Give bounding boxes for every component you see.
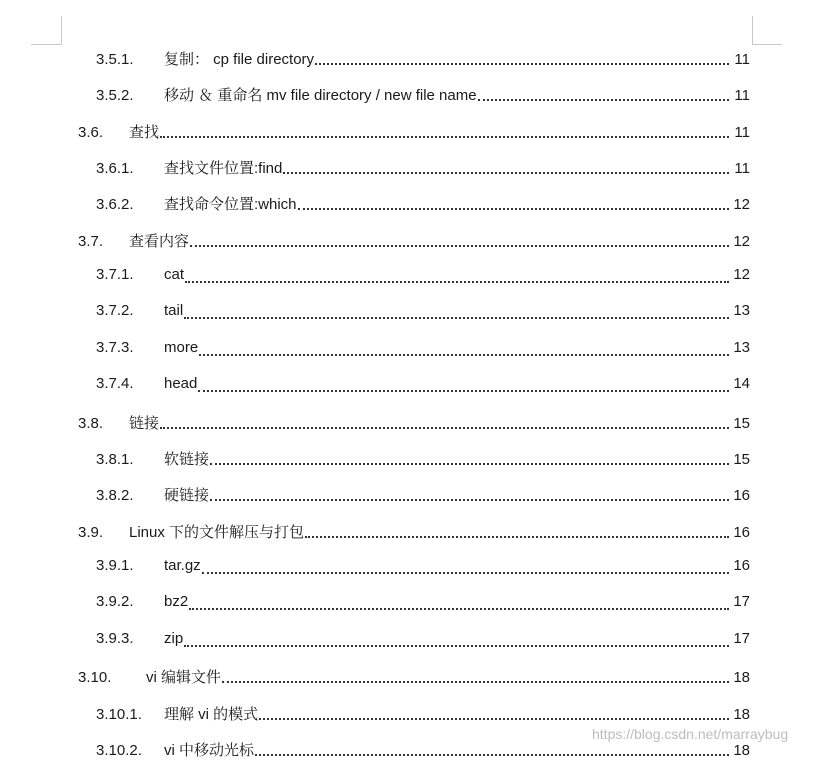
toc-number: 3.9.2. (96, 593, 134, 610)
toc-number: 3.6.2. (96, 196, 134, 213)
toc-number: 3.9.1. (96, 557, 134, 574)
toc-dot-leader (283, 172, 729, 174)
toc-number: 3.9. (78, 524, 104, 541)
toc-number: 3.8.1. (96, 451, 134, 468)
toc-page-number: 14 (733, 375, 750, 392)
toc-number: 3.10.2. (96, 742, 142, 759)
toc-title: bz2 (164, 593, 189, 610)
toc-title: Linux 下的文件解压与打包 (129, 524, 305, 541)
toc-entry[interactable] (96, 375, 750, 397)
toc-title: head (164, 375, 198, 392)
toc-title: cat (164, 266, 185, 283)
toc-title: 硬链接 (164, 487, 210, 504)
toc-entry[interactable] (78, 521, 750, 543)
toc-entry[interactable] (78, 121, 750, 143)
toc-entry[interactable] (96, 193, 750, 215)
toc-title: 查看内容 (129, 233, 190, 250)
toc-dot-leader (160, 427, 729, 429)
toc-number: 3.7.4. (96, 375, 134, 392)
toc-dot-leader (255, 754, 729, 756)
toc-entry[interactable] (96, 448, 750, 470)
toc-page-number: 12 (733, 233, 750, 250)
toc-page-number: 18 (733, 742, 750, 759)
toc-title: tar.gz (164, 557, 201, 574)
toc-dot-leader (478, 99, 729, 101)
toc-dot-leader (210, 499, 729, 501)
toc-entry[interactable] (96, 48, 750, 70)
toc-page-number: 16 (733, 487, 750, 504)
toc-page-number: 12 (733, 196, 750, 213)
toc-page-number: 11 (734, 87, 750, 104)
toc-title: vi 编辑文件 (146, 669, 222, 686)
toc-entry[interactable] (96, 266, 750, 288)
toc-title: 链接 (129, 415, 160, 432)
toc-dot-leader (160, 136, 729, 138)
toc-entry[interactable] (96, 484, 750, 506)
toc-dot-leader (210, 463, 729, 465)
toc-page-number: 15 (733, 451, 750, 468)
toc-dot-leader (315, 63, 729, 65)
toc-number: 3.7. (78, 233, 104, 250)
toc-title: 理解 vi 的模式 (164, 706, 259, 723)
toc-entry[interactable] (96, 302, 750, 324)
toc-title: vi 中移动光标 (164, 742, 255, 759)
toc-title: more (164, 339, 199, 356)
toc-entry[interactable] (96, 84, 750, 106)
toc-title: 查找 (129, 124, 160, 141)
toc-title: 复制： cp file directory (164, 51, 315, 68)
toc-dot-leader (199, 354, 729, 356)
toc-page-number: 11 (734, 160, 750, 177)
toc-dot-leader (189, 608, 729, 610)
toc-page-number: 11 (734, 124, 750, 141)
toc-dot-leader (184, 317, 729, 319)
toc-dot-leader (259, 718, 729, 720)
toc-entry[interactable] (96, 593, 750, 615)
toc-number: 3.7.2. (96, 302, 134, 319)
toc-page-number: 16 (733, 524, 750, 541)
toc-dot-leader (298, 208, 729, 210)
toc-title: 移动 ＆ 重命名 mv file directory / new file name (164, 87, 477, 104)
toc-entry[interactable] (96, 557, 750, 579)
toc-page-number: 13 (733, 339, 750, 356)
toc-page-number: 16 (733, 557, 750, 574)
toc-page-number: 18 (733, 706, 750, 723)
toc-number: 3.6.1. (96, 160, 134, 177)
toc-page-number: 12 (733, 266, 750, 283)
toc-number: 3.6. (78, 124, 104, 141)
toc-page-number: 15 (733, 415, 750, 432)
toc-number: 3.7.1. (96, 266, 134, 283)
toc-dot-leader (305, 536, 729, 538)
toc-dot-leader (190, 245, 729, 247)
toc-page-number: 18 (733, 669, 750, 686)
toc-title: 查找文件位置:find (164, 160, 283, 177)
toc-entry[interactable] (78, 666, 750, 688)
toc-title: tail (164, 302, 184, 319)
toc-number: 3.10. (78, 669, 112, 686)
page-corner-mark-top-right (752, 16, 782, 45)
toc-title: 软链接 (164, 451, 210, 468)
toc-title: 查找命令位置:which (164, 196, 297, 213)
toc-number: 3.10.1. (96, 706, 142, 723)
toc-page-number: 11 (734, 51, 750, 68)
toc-dot-leader (198, 390, 729, 392)
toc-dot-leader (184, 645, 729, 647)
toc-entry[interactable] (96, 630, 750, 652)
toc-number: 3.5.1. (96, 51, 134, 68)
toc-dot-leader (185, 281, 729, 283)
toc-dot-leader (202, 572, 729, 574)
toc-entry[interactable] (96, 739, 750, 761)
toc-page-number: 17 (733, 593, 750, 610)
toc-page-number: 17 (733, 630, 750, 647)
toc-entry[interactable] (78, 412, 750, 434)
toc-entry[interactable] (78, 230, 750, 252)
toc-number: 3.9.3. (96, 630, 134, 647)
toc-dot-leader (222, 681, 729, 683)
toc-title: zip (164, 630, 184, 647)
toc-number: 3.5.2. (96, 87, 134, 104)
toc-number: 3.7.3. (96, 339, 134, 356)
toc-number: 3.8. (78, 415, 104, 432)
toc-page-number: 13 (733, 302, 750, 319)
toc-entry[interactable] (96, 339, 750, 361)
toc-number: 3.8.2. (96, 487, 134, 504)
toc-entry[interactable] (96, 703, 750, 725)
toc-entry[interactable] (96, 157, 750, 179)
page-corner-mark-top-left (31, 16, 62, 45)
watermark-url: https://blog.csdn.net/marraybug (592, 726, 789, 742)
